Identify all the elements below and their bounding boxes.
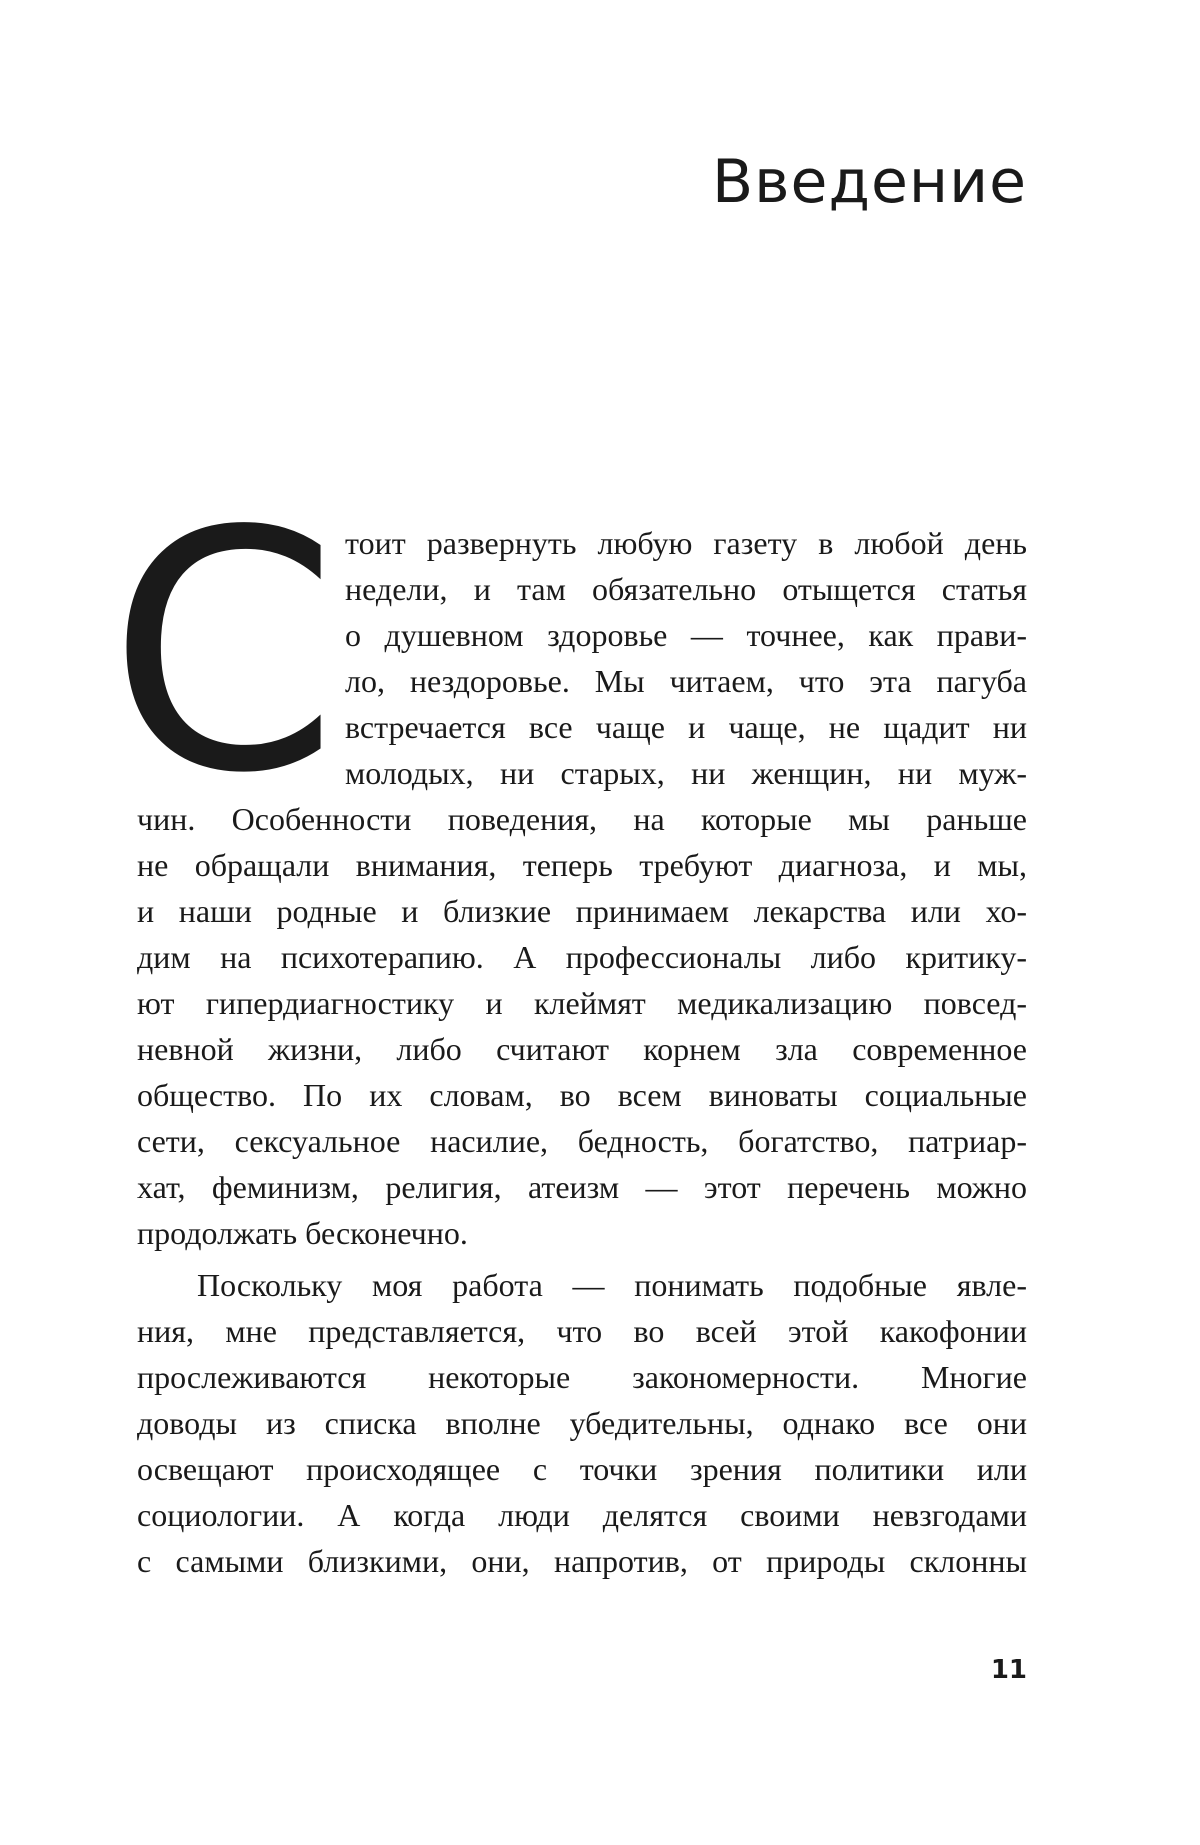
text-line: социологии. А когда люди делятся своими невзгодами (137, 1497, 1027, 1533)
text-line: продолжать бесконечно. (137, 1215, 468, 1251)
text-line: Поскольку моя работа — понимать подобные явле- (197, 1267, 1027, 1303)
text-line: хат, феминизм, религия, атеизм — этот перечень можно (137, 1169, 1027, 1205)
text-line: доводы из списка вполне убедительны, однако все они (137, 1405, 1027, 1441)
text-line: прослеживаются некоторые закономерности. Многие (137, 1359, 1027, 1395)
text-line: встречается все чаще и чаще, не щадит ни (345, 709, 1027, 745)
text-line: недели, и там обязательно отыщется статья (345, 571, 1027, 607)
text-line: освещают происходящее с точки зрения политики или (137, 1451, 1027, 1487)
drop-cap: С (108, 461, 339, 845)
text-line: не обращали внимания, теперь требуют диагноза, и мы, (137, 847, 1027, 883)
text-line: сети, сексуальное насилие, бедность, богатство, патриар- (137, 1123, 1027, 1159)
text-line: тоит развернуть любую газету в любой день (345, 525, 1027, 561)
text-line: дим на психотерапию. А профессионалы либо критику- (137, 939, 1027, 975)
text-line: ло, нездоровье. Мы читаем, что эта пагуба (345, 663, 1027, 699)
text-line: чин. Особенности поведения, на которые мы раньше (137, 801, 1027, 837)
text-line: ния, мне представляется, что во всей этой какофонии (137, 1313, 1027, 1349)
text-line: общество. По их словам, во всем виноваты социальные (137, 1077, 1027, 1113)
text-line: с самыми близкими, они, напротив, от природы склонны (137, 1543, 1027, 1579)
text-line: молодых, ни старых, ни женщин, ни муж- (345, 755, 1027, 791)
text-line: и наши родные и близкие принимаем лекарства или хо- (137, 893, 1027, 929)
text-line: невной жизни, либо считают корнем зла современное (137, 1031, 1027, 1067)
chapter-title: Введение (712, 147, 1027, 217)
text-line: ют гипердиагностику и клеймят медикализацию повсед- (137, 985, 1027, 1021)
page-number: 11 (990, 1655, 1027, 1685)
text-line: о душевном здоровье — точнее, как прави- (345, 617, 1027, 653)
